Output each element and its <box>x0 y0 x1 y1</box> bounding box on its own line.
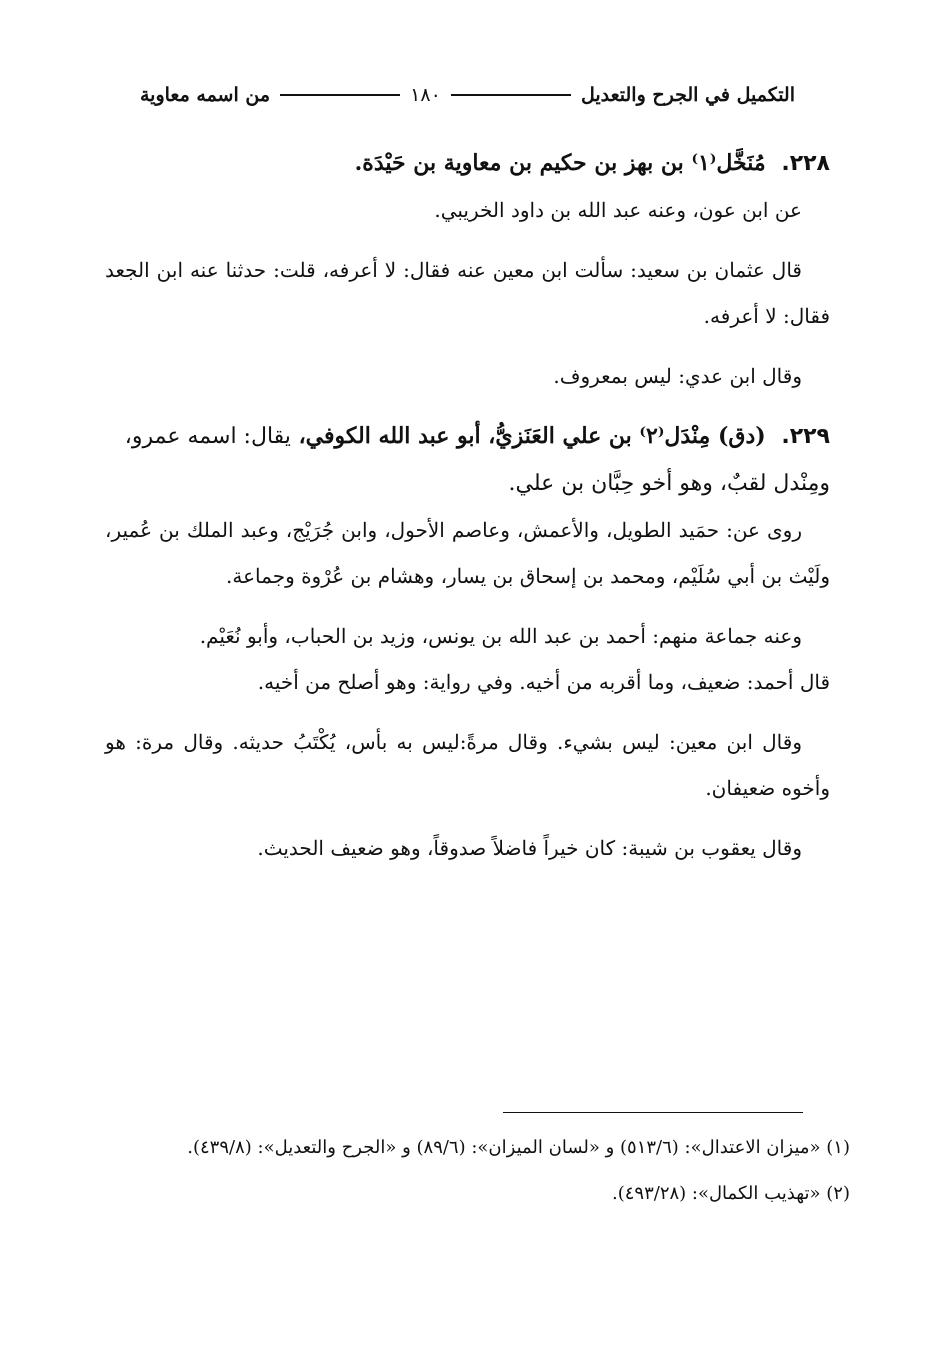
entry-229-heading <box>105 413 830 507</box>
entry-name: مُنَخَّل⁽١⁾ بن بهز بن حكيم بن معاوية بن حَيْدَة. <box>354 150 766 176</box>
paragraph: وعنه جماعة منهم: أحمد بن عبد الله بن يونس، وزيد بن الحباب، وأبو نُعَيْم. <box>199 624 802 648</box>
paragraph: عن ابن عون، وعنه عبد الله بن داود الخريبي. <box>434 198 802 222</box>
footnote-separator <box>503 1112 803 1113</box>
header-rule-left <box>280 94 400 96</box>
paragraph: قال عثمان بن سعيد: سألت ابن معين عنه فقال: لا أعرفه، قلت: حدثنا عنه ابن الجعد فقال: لا أعرفه. <box>105 258 830 328</box>
paragraph: قال أحمد: ضعيف، وما أقربه من أخيه. وفي رواية: وهو أصلح من أخيه. <box>257 670 830 694</box>
footnote-1: (١) «ميزان الاعتدال»: (٥١٣/٦) و «لسان الميزان»: (٨٩/٦) و «الجرح والتعديل»: (٤٣٩/٨). <box>187 1137 850 1158</box>
paragraph: وقال يعقوب بن شيبة: كان خيراً فاضلاً صدوقاً، وهو ضعيف الحديث. <box>257 836 802 860</box>
book-title: التكميل في الجرح والتعديل <box>580 84 795 106</box>
paragraph: وقال ابن معين: ليس بشيء. وقال مرةً:ليس به بأس، يُكْتَبُ حديثه. وقال مرة: هو وأخوه ضعيفان. <box>105 730 830 800</box>
entry-name: (دق) مِنْدَل⁽٢⁾ بن علي العَنَزيُّ، أبو عبد الله الكوفي، <box>298 423 766 449</box>
entry-number: ٢٢٩. <box>781 424 830 449</box>
header-rule-right <box>451 94 571 96</box>
running-header <box>140 78 795 112</box>
page-number: ١٨٠ <box>410 84 441 106</box>
entry-name-note: يقال: اسمه عمرو، ومِنْدل لقبٌ، وهو أخو حِبَّان بن علي. <box>124 424 830 496</box>
entry-228-heading <box>105 140 830 187</box>
entry-number: ٢٢٨. <box>781 151 830 176</box>
section-name: من اسمه معاوية <box>139 84 271 106</box>
footnotes <box>105 1128 850 1220</box>
main-text <box>105 140 830 885</box>
footnote-2: (٢) «تهذيب الكمال»: (٤٩٣/٢٨). <box>612 1183 850 1204</box>
paragraph: روى عن: حمَيد الطويل، والأعمش، وعاصم الأحول، وابن جُرَيْج، وعبد الملك بن عُمير، ولَيْث بن أبي سُلَيْم، ومحمد بن إسحاق بن يسار، وهشام بن عُرْوة وجماعة. <box>105 518 830 588</box>
paragraph: وقال ابن عدي: ليس بمعروف. <box>553 364 802 388</box>
